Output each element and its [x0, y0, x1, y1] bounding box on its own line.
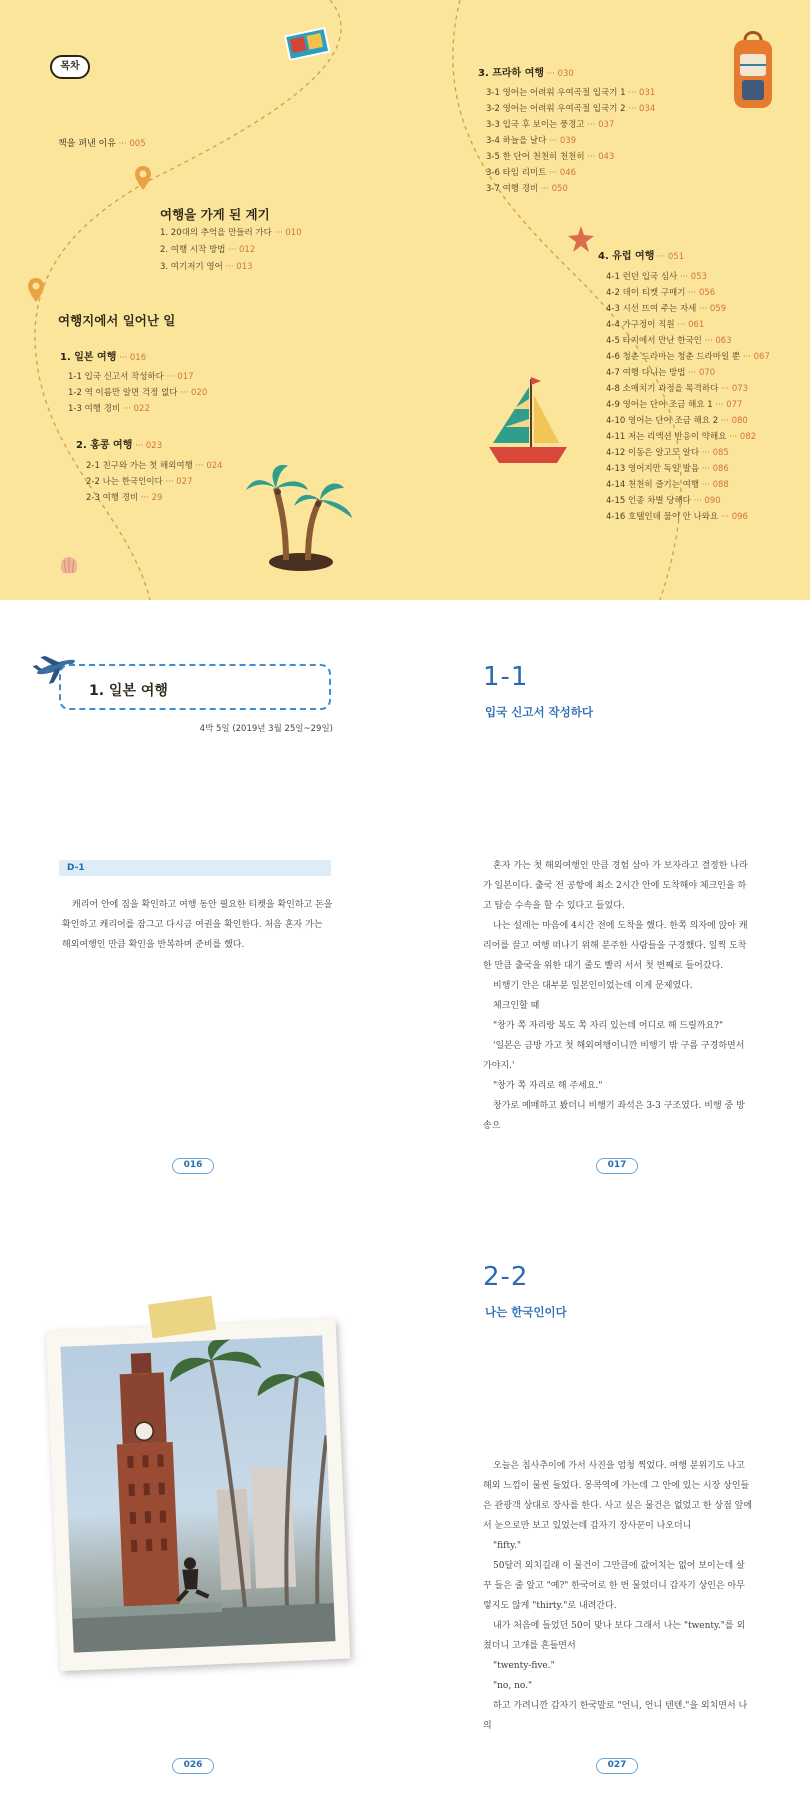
starfish-icon: [566, 224, 596, 254]
right-body-text: [483, 856, 753, 1136]
left-body-text: [62, 895, 334, 955]
toc-item: 3-6 타임 리미트 ··· 046: [486, 168, 577, 178]
chapter-title: 나는 한국인이다: [485, 1305, 567, 1319]
toc-item: 4-4 가구정이 직원 ··· 061: [606, 320, 705, 330]
toc-item: 4-13 영어지만 독일 발음 ··· 086: [606, 464, 729, 474]
toc-item: 2-3 여행 경비 ··· 29: [86, 493, 163, 503]
toc-item: 4-3 시선 뜨여 주는 자세 ··· 059: [606, 304, 727, 314]
toc-section-praha: 3. 프라하 여행 ··· 030: [478, 68, 574, 79]
chapter-label: 1. 일본 여행: [89, 683, 168, 699]
sailboat-icon: [485, 373, 571, 469]
toc-item: 4-16 호텔인데 물이 안 나와요 ··· 096: [606, 512, 748, 522]
clock-tower-photo: [60, 1335, 335, 1652]
toc-part1-title: 여행을 가게 된 계기: [160, 207, 270, 222]
toc-item: 3-5 한 단어 천천히 천천히 ··· 043: [486, 152, 615, 162]
toc-item: 1-1 입국 신고서 작성하다 ··· 017: [68, 372, 194, 382]
toc-item: 4-9 영어는 단어 조금 해요 1 ··· 077: [606, 400, 743, 410]
paragraph: 혼자 가는 첫 해외여행인 만큼 경험 삼아 가 보자라고 결정한 나라가 일본이다. 출국 전 공항에 최소 2시간 안에 도착해야 체크인을 하고 탑승 수속을 할 수 있다고 들었다.: [483, 861, 748, 911]
toc-item: 4-7 여행 다니는 방법 ··· 070: [606, 368, 716, 378]
toc-item: 4-14 천천히 즐기는 여행 ··· 088: [606, 480, 729, 490]
paragraph: "창가 쪽 자리로 해 주세요.": [493, 1081, 603, 1091]
toc-item: 4-12 이동은 알고도 알다 ··· 085: [606, 448, 729, 458]
page-number: 026: [172, 1758, 214, 1774]
backpack-icon: [728, 28, 778, 116]
map-pin-icon: [134, 165, 152, 191]
paragraph: 나는 설레는 마음에 4시간 전에 도착을 했다. 한쪽 의자에 앉아 캐리어를 끌고 여행 떠나기 위해 분주한 사람들을 구경했다. 일찍 도착한 만큼 출국을 위한 대기 줄도 빨리 서서 첫 번째로 들어갔다.: [483, 921, 748, 971]
photo-frame: [46, 1319, 351, 1671]
toc-item: 1-3 여행 경비 ··· 022: [68, 404, 150, 414]
toc-section-europe: 4. 유럽 여행 ··· 051: [598, 251, 685, 262]
toc-intro: 책을 펴낸 이유 ··· 005: [58, 139, 146, 149]
map-pin-icon: [27, 277, 45, 303]
paragraph: 비행기 안은 대부분 일본인이었는데 이게 문제였다.: [493, 981, 693, 991]
toc-item: 3-2 영어는 어려워 우여곡절 입국기 2 ··· 034: [486, 104, 656, 114]
toc-item: 2-1 친구와 가는 첫 해외여행 ··· 024: [86, 461, 223, 471]
page-number: 016: [172, 1158, 214, 1174]
chapter-heading-box: [59, 664, 331, 710]
seashell-icon: [58, 555, 80, 575]
paragraph: "twenty-five.": [493, 1661, 555, 1671]
paragraph: 오늘은 침사추이에 가서 사진을 엄청 찍었다. 여행 분위기도 나고 해외 느낌이 물씬 들었다. 몽콕역에 가는데 그 안에 있는 시장 상인들은 관광객 상대로 장사를 한다. 사고 싶은 물건은 없었고 한 상점 앞에서 눈으로만 보고 있었는데 갑자기 장사꾼이 나오더니: [483, 1461, 753, 1531]
toc-badge: 목차: [50, 55, 90, 79]
paragraph: 내가 처음에 들었던 50이 맞나 보다 그래서 나는 "twenty."를 외쳤더니 고개를 흔들면서: [483, 1621, 746, 1651]
toc-item: 3-3 입국 후 보이는 풍경고 ··· 037: [486, 120, 615, 130]
toc-item: 4-1 런던 입국 심사 ··· 053: [606, 272, 708, 282]
paragraph: "창가 쪽 자리랑 복도 쪽 자리 있는데 어디로 해 드릴까요?": [493, 1021, 724, 1031]
toc-spread: [0, 0, 810, 600]
page-number: 017: [596, 1158, 638, 1174]
palm-trees-icon: [246, 460, 356, 575]
paragraph: 체크인할 때: [493, 1001, 540, 1011]
toc-item: 4-5 타지에서 만난 한국인 ··· 063: [606, 336, 732, 346]
toc-section-japan: 1. 일본 여행 ··· 016: [60, 352, 147, 363]
paragraph: 캐리어 안에 짐을 확인하고 여행 동안 필요한 티켓을 확인하고 돈을 확인하고 캐리어를 잠그고 다시금 여권을 확인한다. 처음 혼자 가는 해외여행인 만큼 확인을 반복하며 준비를 했다.: [62, 900, 333, 950]
toc-item: 3-7 여행 경비 ··· 050: [486, 184, 568, 194]
chapter-number: 2-2: [483, 1262, 529, 1292]
day-label: D-1: [59, 860, 331, 876]
postcard-icon: [283, 26, 331, 60]
toc-item: 4-8 소매치기 과정을 목격하다 ··· 073: [606, 384, 749, 394]
toc-item: 1-2 역 이름만 알면 걱정 없다 ··· 020: [68, 388, 208, 398]
paragraph: 하고 가려니깐 갑자기 한국말로 "언니, 언니 텐텐."을 외치면서 나의: [483, 1701, 748, 1731]
toc-item: 2-2 나는 한국인이다 ··· 027: [86, 477, 193, 487]
toc-item: 4-11 저는 리액션 반응이 약해요 ··· 082: [606, 432, 757, 442]
toc-item: 4-6 청춘 드라마는 청춘 드라마일 뿐 ··· 067: [606, 352, 770, 362]
chapter-number: 1-1: [483, 662, 529, 692]
toc-item: 4-15 인종 차별 당해다 ··· 090: [606, 496, 721, 506]
toc-item: 3-1 영어는 어려워 우여곡절 입국기 1 ··· 031: [486, 88, 656, 98]
toc-item: 2. 여행 시작 방법 ··· 012: [160, 245, 256, 255]
paragraph: '일본은 금방 가고 첫 해외여행이니깐 비행기 밖 구름 구경하면서 가야지.': [483, 1041, 745, 1071]
right-body-text: [483, 1456, 753, 1736]
clock-tower-scene: [60, 1335, 335, 1652]
toc-item: 3. 여기저기 영어 ··· 013: [160, 262, 253, 272]
paragraph: 50달러 외치길래 이 물건이 그만큼에 값어치는 없어 보이는데 살꾸 들은 줄 알고 "예?" 한국어로 한 번 물었더니 갑자기 상인은 아무렇지도 않게 "thirty."로 내려간다.: [483, 1561, 745, 1611]
toc-item: 1. 20대의 추억을 만들러 가다 ··· 010: [160, 228, 302, 238]
trip-date: 4박 5일 (2019년 3월 25일~29일): [199, 724, 333, 734]
toc-section-hongkong: 2. 홍콩 여행 ··· 023: [76, 440, 163, 451]
chapter-title: 입국 신고서 작성하다: [485, 705, 593, 719]
toc-item: 4-2 데이 티켓 구매기 ··· 056: [606, 288, 716, 298]
toc-part2-title: 여행지에서 일어난 일: [58, 313, 176, 328]
toc-item: 4-10 영어는 단어 조금 해요 2 ··· 080: [606, 416, 748, 426]
page-number: 027: [596, 1758, 638, 1774]
paragraph: "no, no.": [493, 1681, 533, 1691]
paragraph: 창가로 예매하고 봤더니 비행기 좌석은 3-3 구조였다. 비행 중 방송으: [483, 1101, 745, 1131]
toc-item: 3-4 하늘을 날다 ··· 039: [486, 136, 577, 146]
paragraph: "fifty.": [493, 1541, 521, 1551]
